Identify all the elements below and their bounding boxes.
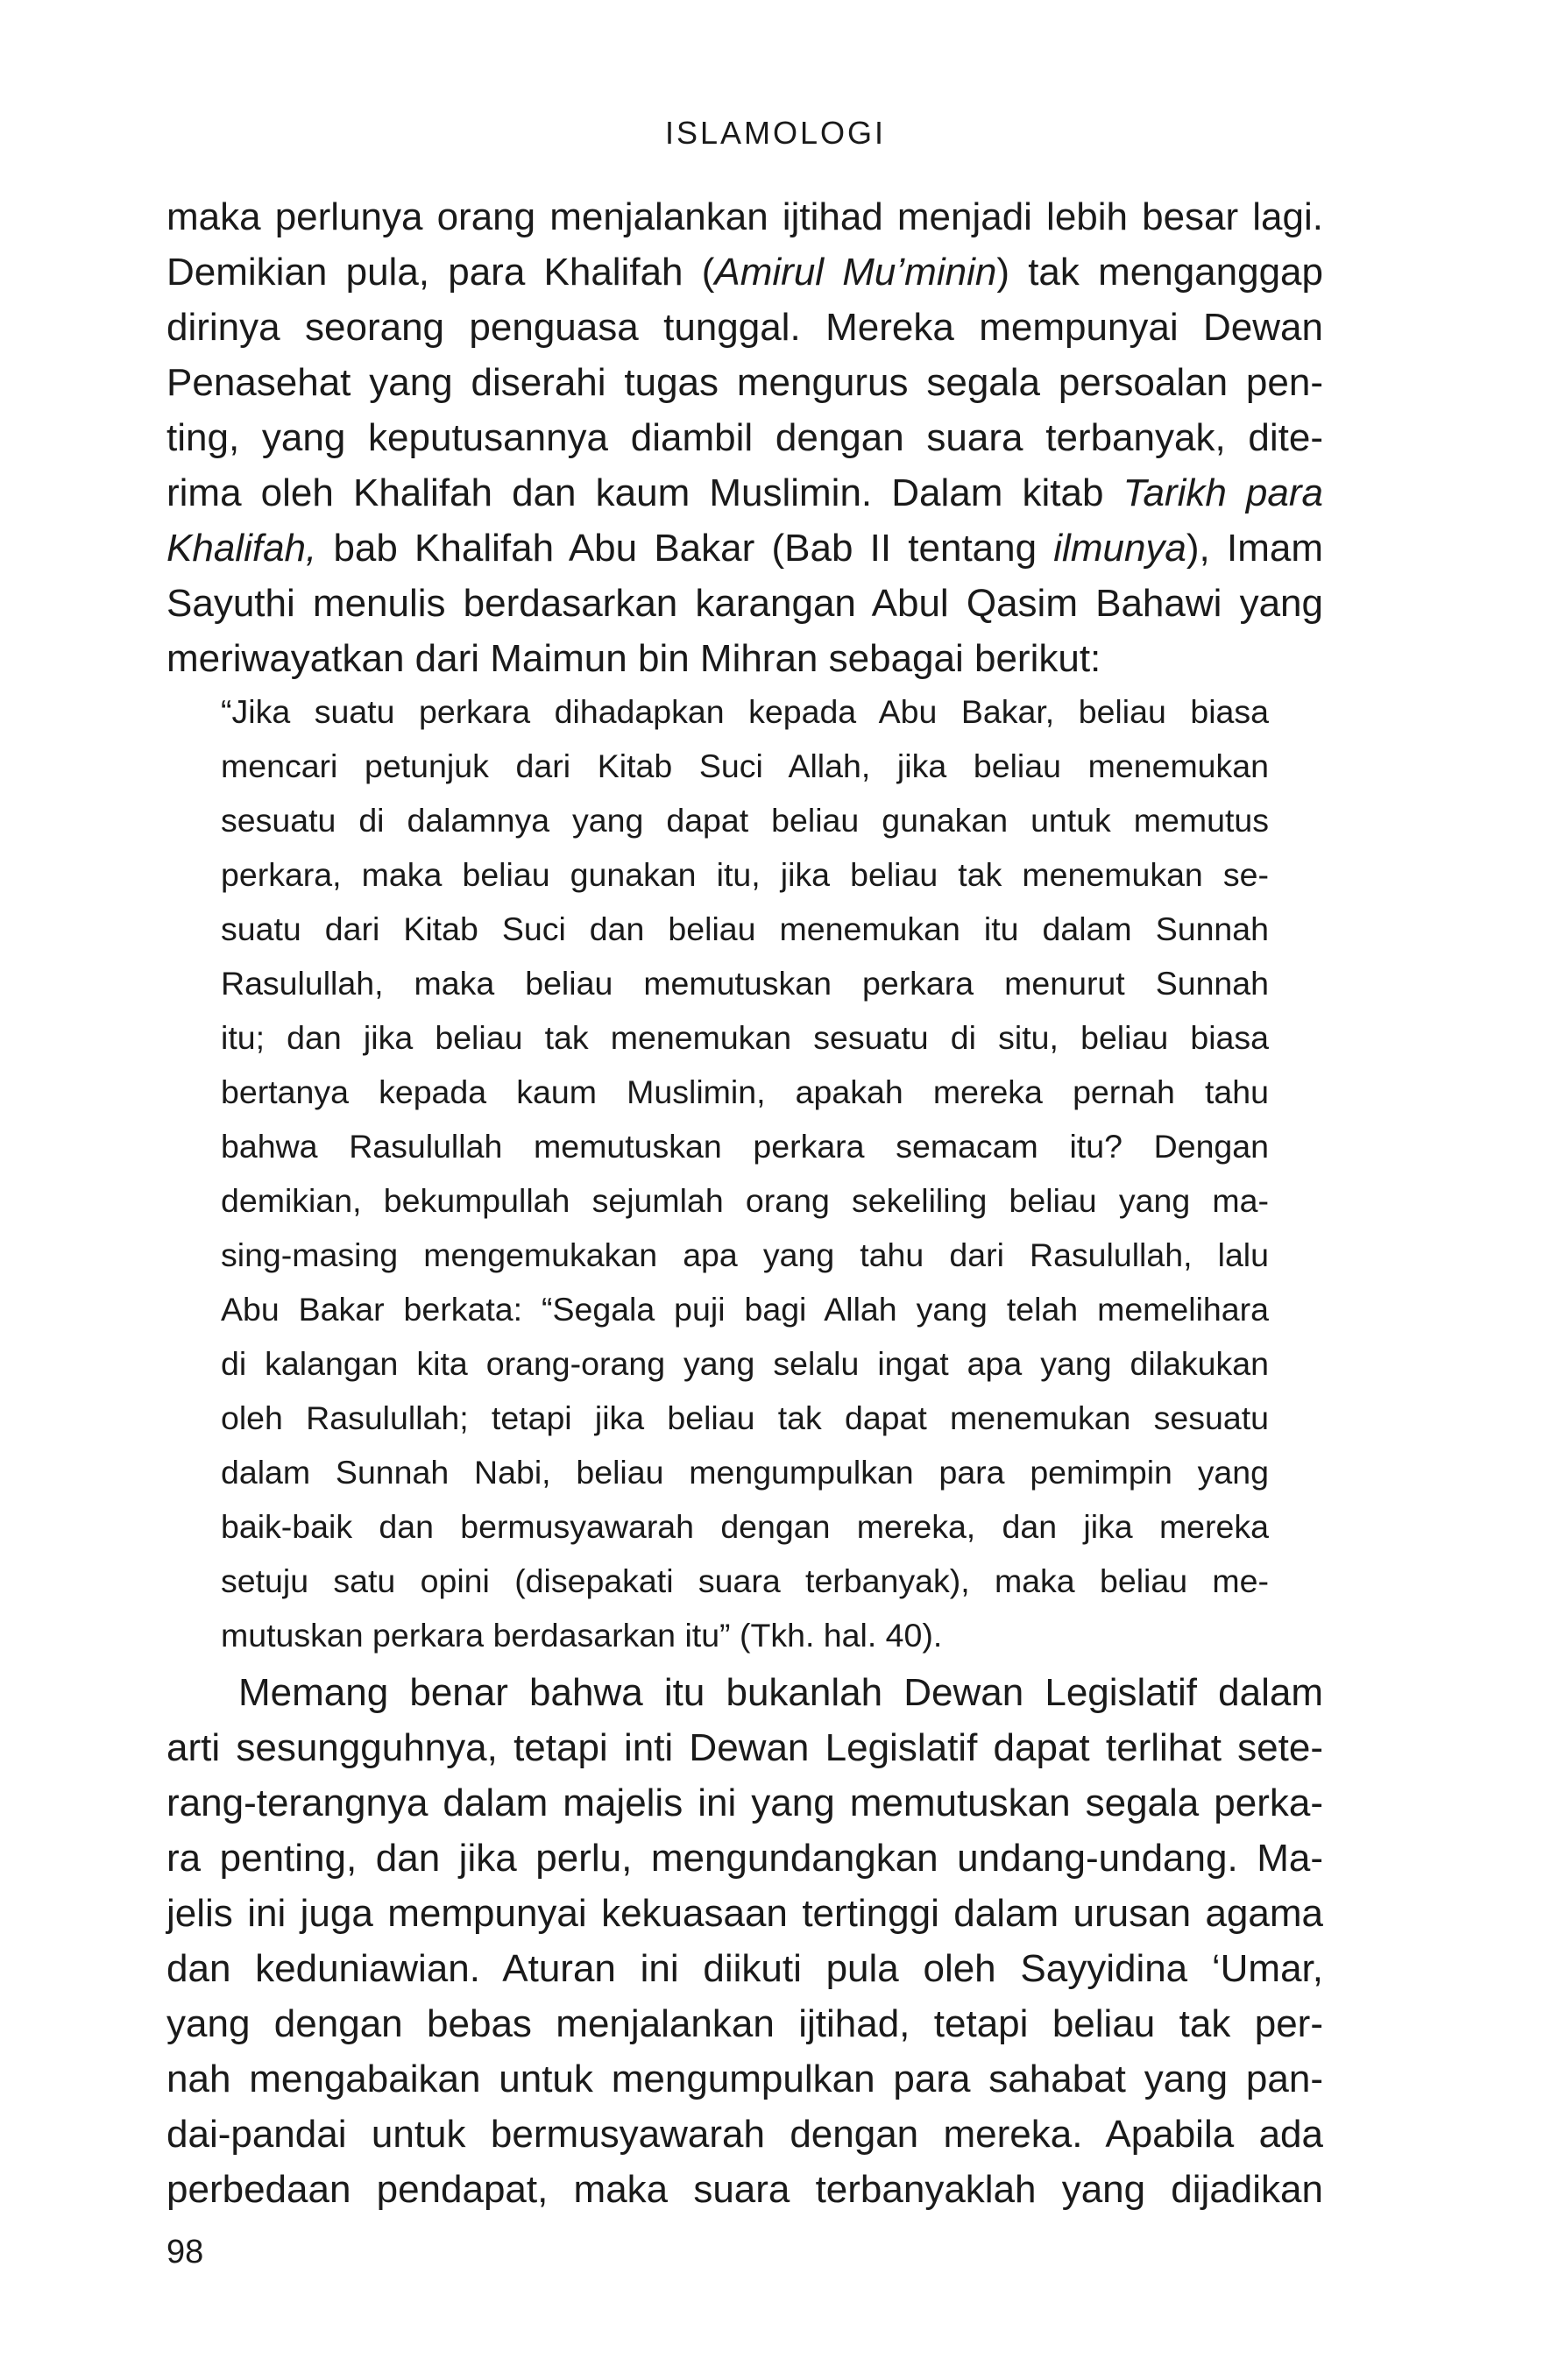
text-line: ra penting, dan jika perlu, mengundangkan undang-undang. Ma- [166, 1837, 1323, 1880]
quote-line: Rasulullah, maka beliau memutuskan perkara menurut Sunnah [221, 965, 1269, 1002]
quote-line: baik-baik dan bermusyawarah dengan mereka, dan jika mereka [221, 1508, 1269, 1545]
quote-line: itu; dan jika beliau tak menemukan sesuatu di situ, beliau biasa [221, 1019, 1269, 1056]
text-line: dirinya seorang penguasa tunggal. Mereka mempunyai Dewan [166, 306, 1323, 349]
text-line: arti sesungguhnya, tetapi inti Dewan Legislatif dapat terlihat sete- [166, 1726, 1323, 1769]
page-number: 98 [166, 2234, 204, 2270]
italic-term: ilmunya [1053, 527, 1186, 570]
text-line: yang dengan bebas menjalankan ijtihad, tetapi beliau tak per- [166, 2002, 1323, 2045]
quote-line: sesuatu di dalamnya yang dapat beliau gunakan untuk memutus [221, 802, 1269, 839]
quote-line: demikian, bekumpullah sejumlah orang sekeliling beliau yang ma- [221, 1182, 1269, 1219]
text-line: rima oleh Khalifah dan kaum Muslimin. Dalam kitab Tarikh para [166, 471, 1324, 514]
text-line: Khalifah, bab Khalifah Abu Bakar (Bab II tentang ilmunya), Imam [166, 527, 1323, 570]
text-line: Demikian pula, para Khalifah (Amirul Mu’minin) tak menganggap [166, 251, 1323, 294]
text-line: dai-pandai untuk bermusyawarah dengan mereka. Apabila ada [166, 2113, 1323, 2156]
quote-line: oleh Rasulullah; tetapi jika beliau tak dapat menemukan sesuatu [221, 1399, 1269, 1436]
italic-term: Tarikh para [1123, 471, 1324, 514]
text-line: jelis ini juga mempunyai kekuasaan tertinggi dalam urusan agama [166, 1892, 1323, 1935]
quote-line: dalam Sunnah Nabi, beliau mengumpulkan para pemimpin yang [221, 1454, 1269, 1491]
quote-line: Abu Bakar berkata: “Segala puji bagi Allah yang telah memelihara [221, 1291, 1269, 1328]
text-line: Sayuthi menulis berdasarkan karangan Abul Qasim Bahawi yang [166, 582, 1323, 625]
quote-line: bertanya kepada kaum Muslimin, apakah mereka pernah tahu [221, 1073, 1269, 1110]
text-line: maka perlunya orang menjalankan ijtihad menjadi lebih besar lagi. [166, 195, 1323, 238]
quote-line: setuju satu opini (disepakati suara terbanyak), maka beliau me- [221, 1562, 1269, 1599]
quote-line: mencari petunjuk dari Kitab Suci Allah, jika beliau menemukan [221, 747, 1269, 784]
italic-term: Khalifah, [166, 527, 317, 570]
quote-line: mutuskan perkara berdasarkan itu” (Tkh. hal. 40). [221, 1617, 943, 1654]
running-head: ISLAMOLOGI [664, 115, 887, 151]
text-line: Penasehat yang diserahi tugas mengurus segala persoalan pen- [166, 361, 1323, 404]
text-line: nah mengabaikan untuk mengumpulkan para sahabat yang pan- [166, 2058, 1323, 2100]
quote-line: “Jika suatu perkara dihadapkan kepada Abu Bakar, beliau biasa [221, 693, 1269, 730]
text-line: meriwayatkan dari Maimun bin Mihran sebagai berikut: [166, 637, 1101, 680]
text-line: ting, yang keputusannya diambil dengan suara terbanyak, dite- [166, 416, 1323, 459]
quote-line: bahwa Rasulullah memutuskan perkara semacam itu? Dengan [221, 1128, 1269, 1165]
quote-line: sing-masing mengemukakan apa yang tahu dari Rasulullah, lalu [221, 1236, 1269, 1273]
text-line: rang-terangnya dalam majelis ini yang memutuskan segala perka- [166, 1781, 1323, 1824]
quote-line: suatu dari Kitab Suci dan beliau menemukan itu dalam Sunnah [221, 910, 1269, 947]
text-line: dan keduniawian. Aturan ini diikuti pula oleh Sayyidina ‘Umar, [166, 1947, 1323, 1990]
quote-line: perkara, maka beliau gunakan itu, jika beliau tak menemukan se- [221, 856, 1269, 893]
text-line: perbedaan pendapat, maka suara terbanyaklah yang dijadikan [166, 2168, 1323, 2211]
italic-term: Amirul Mu’minin [714, 251, 997, 294]
text-line: Memang benar bahwa itu bukanlah Dewan Legislatif dalam [238, 1671, 1323, 1714]
quote-line: di kalangan kita orang-orang yang selalu ingat apa yang dilakukan [221, 1345, 1269, 1382]
